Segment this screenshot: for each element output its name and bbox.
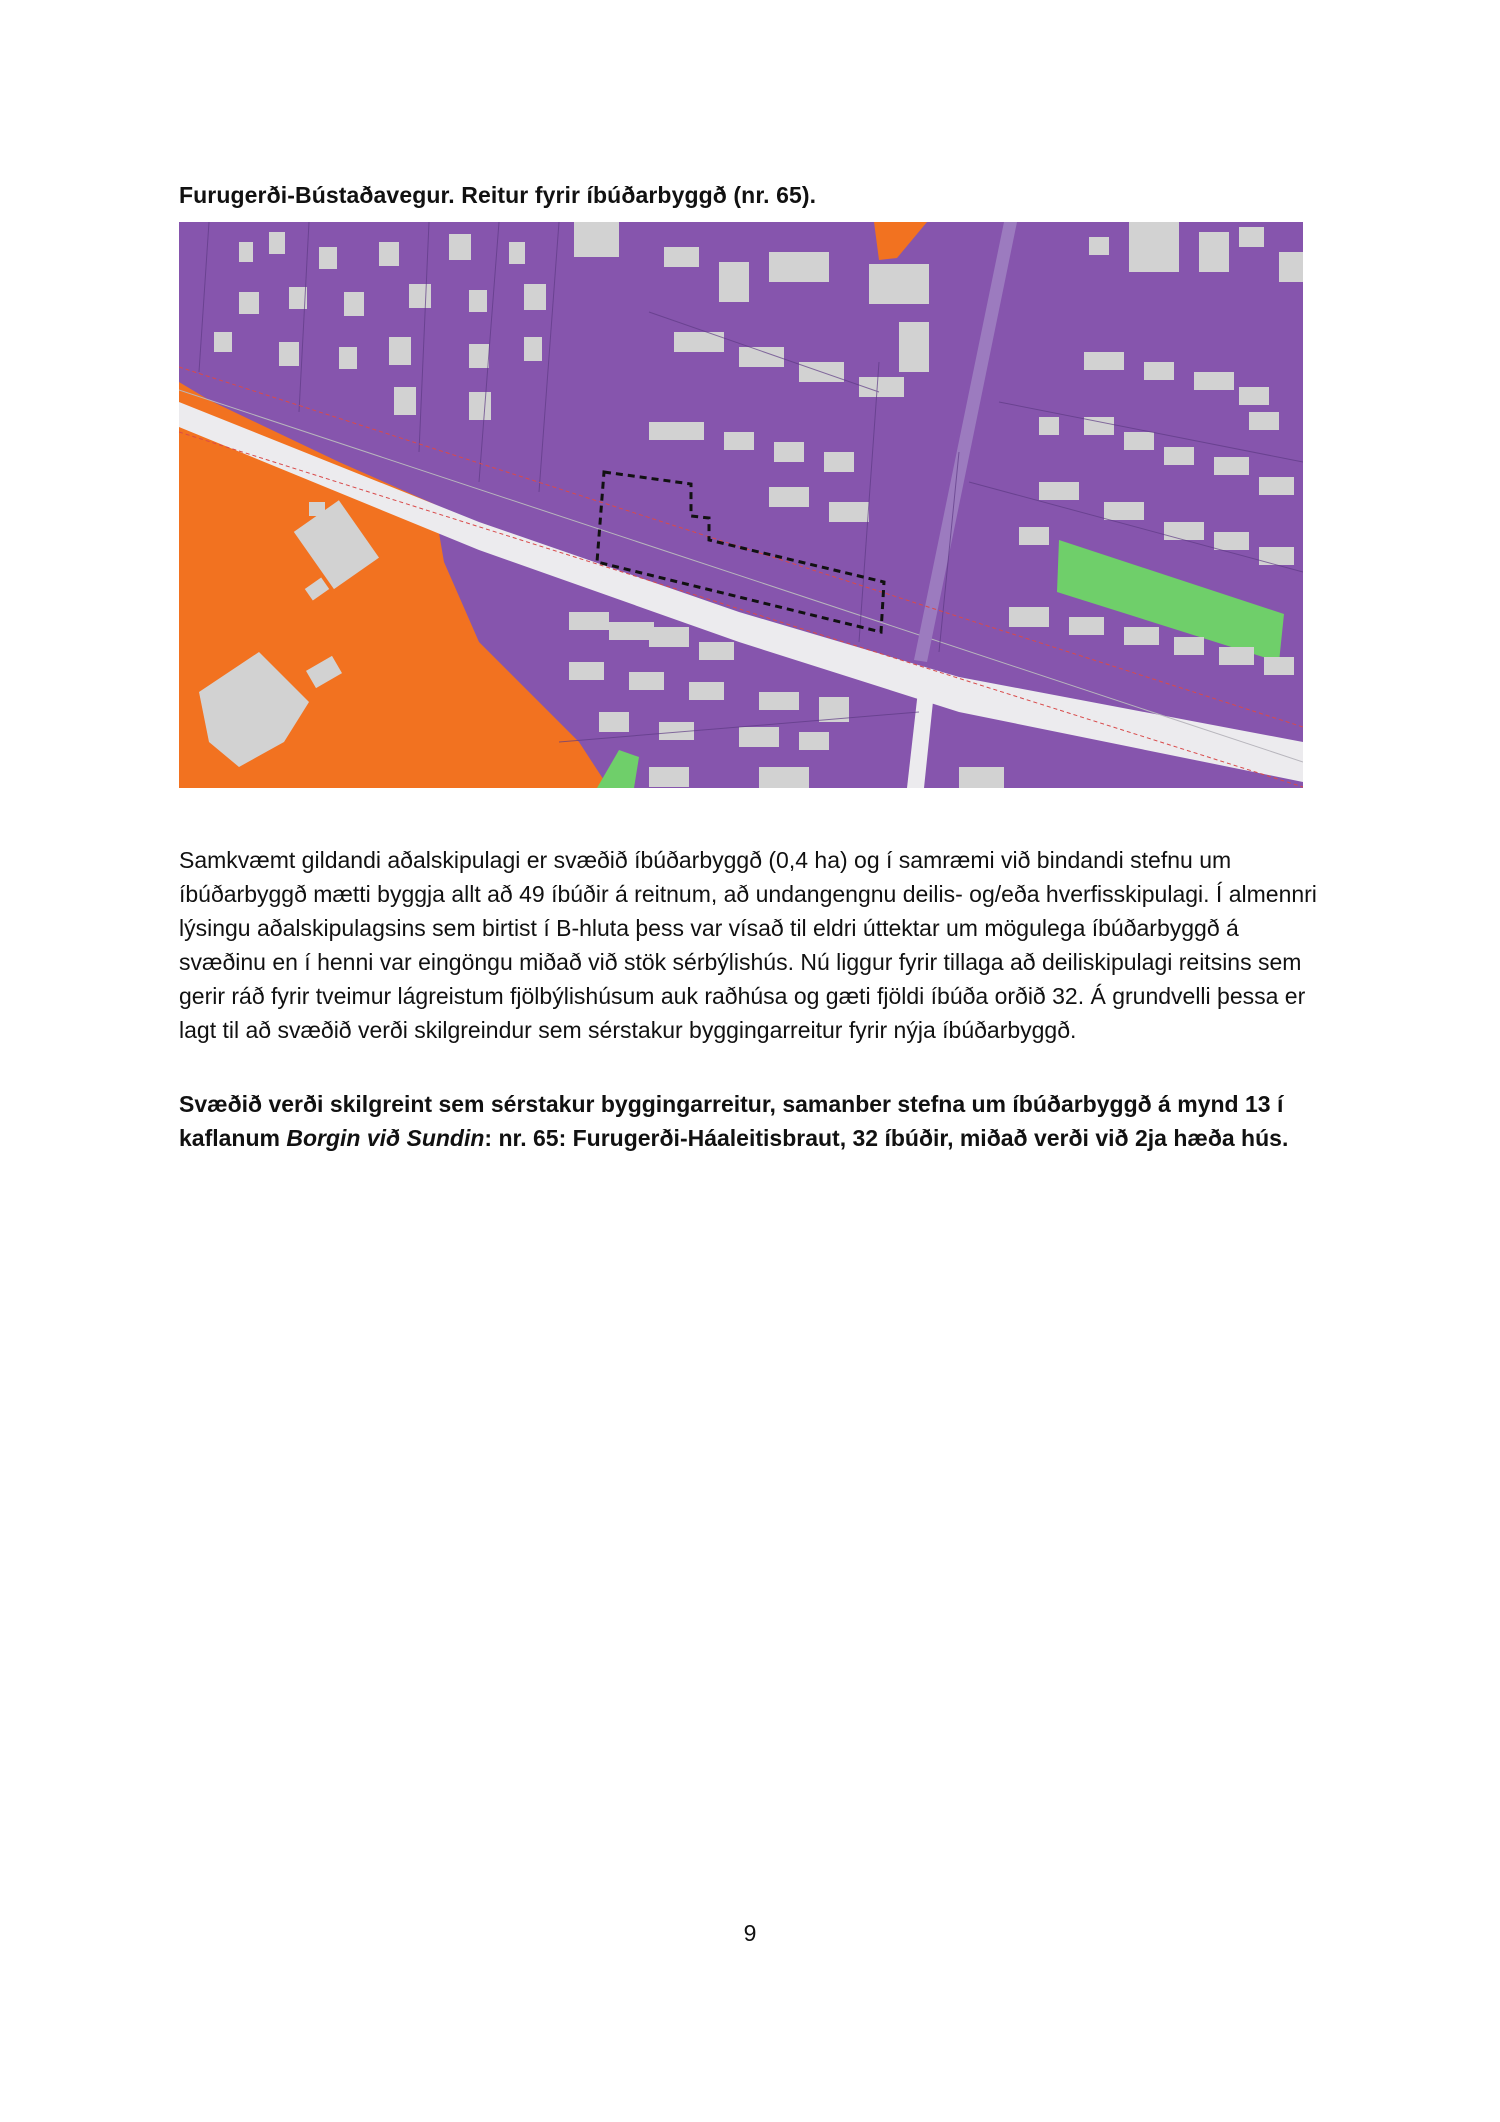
section-heading: Furugerði-Bústaðavegur. Reitur fyrir íbúðarbyggð (nr. 65). bbox=[179, 182, 817, 208]
conclusion-text-2: : nr. 65: Furugerði-Háaleitisbraut, 32 íbúðir, miðað verði við 2ja hæða hús. bbox=[484, 1125, 1289, 1151]
zoning-map bbox=[179, 222, 1303, 788]
body-paragraph: Samkvæmt gildandi aðalskipulagi er svæðið íbúðarbyggð (0,4 ha) og í samræmi við bindandi stefnu um íbúðarbyggð mætti byggja allt að 49 íbúðir á reitnum, að undangengnu deilis- og/eða hverfisskipulagi. Í almennri lýsingu aðalskipulagsins sem birtist í B-hluta þess var vísað til eldri úttektar um mögulega íbúðarbyggð á svæðinu en í henni var eingöngu miðað við stök sérbýlishús. Nú liggur fyrir tillaga að deiliskipulagi reitsins sem gerir ráð fyrir tveimur lágreistum fjölbýlishúsum auk raðhúsa og gæti fjöldi íbúða orðið 32. Á grundvelli þessa er lagt til að svæðið verði skilgreindur sem sérstakur byggingarreitur fyrir nýja íbúðarbyggð. bbox=[179, 847, 1317, 1043]
conclusion-text-1: Svæðið verði skilgreint sem sérstakur byggingarreitur, samanber stefna um íbúðarbyggð á mynd 13 í kaflanum bbox=[179, 1091, 1284, 1151]
chapter-title: Borgin við Sundin bbox=[286, 1125, 485, 1151]
page-number: 9 bbox=[743, 1920, 757, 1946]
building bbox=[309, 502, 325, 516]
conclusion-paragraph bbox=[179, 1087, 1329, 1155]
